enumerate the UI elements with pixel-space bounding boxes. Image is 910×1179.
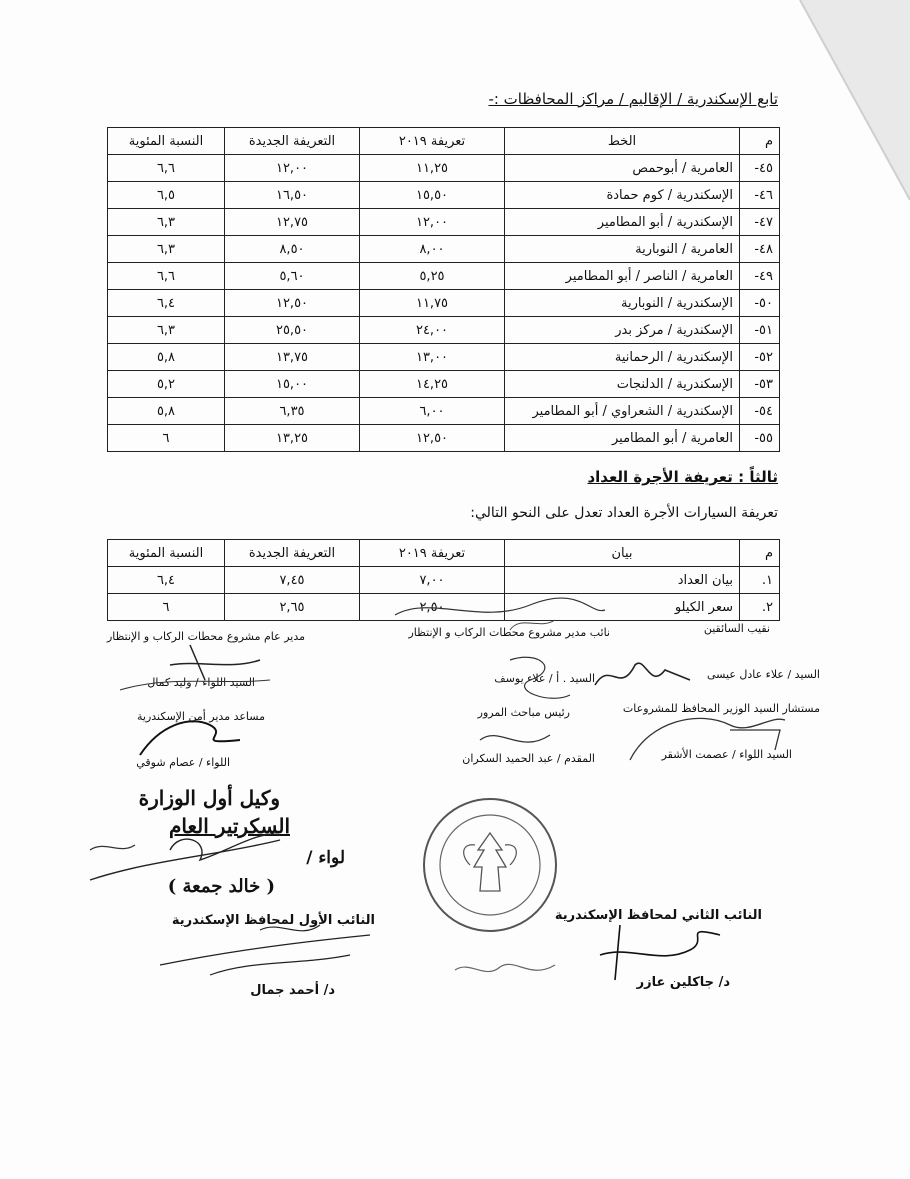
table-cell: ٦,٣٥ — [225, 398, 360, 425]
table-cell: ٦ — [108, 425, 225, 452]
table-cell: ٦,٠٠ — [360, 398, 505, 425]
signatory-name: السيد . أ / علاء يوسف — [494, 672, 595, 685]
signature-scribble — [590, 915, 740, 990]
column-header: النسبة المئوية — [108, 128, 225, 155]
table-cell: ١. — [740, 567, 780, 594]
table-cell: الإسكندرية / مركز بدر — [505, 317, 740, 344]
handwritten-number — [450, 955, 560, 985]
signatory-title: مساعد مدير أمن الإسكندرية — [137, 710, 265, 723]
table-cell: ٢٥,٥٠ — [225, 317, 360, 344]
table-row — [108, 344, 780, 371]
table-cell: ١٦,٥٠ — [225, 182, 360, 209]
table-cell: ١٣,٠٠ — [360, 344, 505, 371]
table-cell: الإسكندرية / الدلنجات — [505, 371, 740, 398]
governorate-seal-stamp — [420, 795, 560, 935]
table-cell: ٧,٠٠ — [360, 567, 505, 594]
undersecretary-title: وكيل أول الوزارة — [138, 786, 280, 810]
signature-scribble — [80, 810, 290, 890]
table-cell: ١١,٧٥ — [360, 290, 505, 317]
table-cell: ٥٤- — [740, 398, 780, 425]
second-deputy-title: النائب الثاني لمحافظ الإسكندرية — [554, 908, 762, 923]
table-cell: الإسكندرية / الشعراوي / أبو المطامير — [505, 398, 740, 425]
column-header: بيان — [505, 540, 740, 567]
page-curl-corner — [790, 0, 910, 200]
table-cell: ٦,٦ — [108, 263, 225, 290]
table-cell: ٥٢- — [740, 344, 780, 371]
table-cell: ٥٣- — [740, 371, 780, 398]
table-cell: ٦,٣ — [108, 317, 225, 344]
signatory-title: مستشار السيد الوزير المحافظ للمشروعات — [622, 702, 820, 715]
signatory-name: السيد اللواء / عصمت الأشقر — [661, 748, 792, 761]
signature-scribble — [470, 720, 560, 760]
table-cell: ١٢,٥٠ — [225, 290, 360, 317]
table-cell: ٥١- — [740, 317, 780, 344]
table-cell: ٤٨- — [740, 236, 780, 263]
secretary-general-title: السكرتير العام — [169, 814, 290, 838]
signatory-title: نقيب السائقين — [703, 622, 770, 635]
table-cell: ٦,٣ — [108, 236, 225, 263]
rank-label: لواء / — [306, 848, 345, 868]
table-cell: ٥,٢ — [108, 371, 225, 398]
column-header: الخط — [505, 128, 740, 155]
table-cell: ٥٠- — [740, 290, 780, 317]
undersecretary-name: ( خالد جمعة ) — [167, 876, 275, 897]
signature-scribble — [130, 705, 250, 765]
table-cell: الإسكندرية / أبو المطامير — [505, 209, 740, 236]
table-cell: ٦ — [108, 594, 225, 621]
column-header: م — [740, 128, 780, 155]
first-deputy-title: النائب الأول لمحافظ الإسكندرية — [171, 913, 375, 928]
table-cell: سعر الكيلو — [505, 594, 740, 621]
table-cell: ٢,٦٥ — [225, 594, 360, 621]
table-cell: ١٥,٥٠ — [360, 182, 505, 209]
signatory-name: السيد اللواء / وليد كمال — [147, 676, 255, 689]
signatory-title: مدير عام مشروع محطات الركاب و الإنتظار — [106, 630, 305, 643]
table-cell: ٢. — [740, 594, 780, 621]
signature-scribble — [150, 915, 380, 980]
first-deputy-name: د/ أحمد جمال — [250, 983, 335, 998]
table-cell: ٤٩- — [740, 263, 780, 290]
table-cell: ٤٥- — [740, 155, 780, 182]
signatory-title: نائب مدير مشروع محطات الركاب و الإنتظار — [408, 626, 610, 639]
table-cell: ١١,٢٥ — [360, 155, 505, 182]
table-row — [108, 290, 780, 317]
table-row — [108, 371, 780, 398]
table-header-row — [108, 540, 780, 567]
table-cell: الإسكندرية / النوبارية — [505, 290, 740, 317]
column-header: م — [740, 540, 780, 567]
table-cell: العامرية / الناصر / أبو المطامير — [505, 263, 740, 290]
table-cell: ٤٦- — [740, 182, 780, 209]
table-row — [108, 263, 780, 290]
column-header: التعريفة الجديدة — [225, 540, 360, 567]
column-header: النسبة المئوية — [108, 540, 225, 567]
column-header: التعريفة الجديدة — [225, 128, 360, 155]
second-deputy-name: د/ جاكلين عازر — [636, 975, 730, 990]
table-cell: الإسكندرية / الرحمانية — [505, 344, 740, 371]
signature-scribble — [110, 640, 280, 700]
table-cell: ٦,٣ — [108, 209, 225, 236]
table-cell: ٦,٦ — [108, 155, 225, 182]
signatory-title: رئيس مباحث المرور — [477, 706, 570, 719]
table-cell: ٨,٠٠ — [360, 236, 505, 263]
table-cell: ٥,٨ — [108, 398, 225, 425]
table-cell: الإسكندرية / كوم حمادة — [505, 182, 740, 209]
signatory-name: اللواء / عصام شوقي — [136, 756, 230, 769]
table-cell: بيان العداد — [505, 567, 740, 594]
table-cell: ٥,٨ — [108, 344, 225, 371]
table-row — [108, 155, 780, 182]
table-cell: العامرية / النوبارية — [505, 236, 740, 263]
table-cell: ١٢,٥٠ — [360, 425, 505, 452]
route-fares-table — [107, 127, 780, 452]
signatory-name: المقدم / عبد الحميد السكران — [462, 752, 595, 765]
table-cell: ١٣,٧٥ — [225, 344, 360, 371]
table-cell: ٥٥- — [740, 425, 780, 452]
table-cell: ٥,٢٥ — [360, 263, 505, 290]
section-intro: تعريفة السيارات الأجرة العداد تعدل على النحو التالي: — [470, 505, 778, 521]
signatory-name: السيد / علاء عادل عيسى — [707, 668, 820, 681]
table-cell: ٧,٤٥ — [225, 567, 360, 594]
table-row — [108, 398, 780, 425]
column-header: تعريفة ٢٠١٩ — [360, 128, 505, 155]
table-cell: العامرية / أبو المطامير — [505, 425, 740, 452]
table-row — [108, 425, 780, 452]
table-row — [108, 317, 780, 344]
table-cell: ٢٤,٠٠ — [360, 317, 505, 344]
table-cell: العامرية / أبوحمص — [505, 155, 740, 182]
signature-scribble — [390, 585, 610, 635]
signature-scribble — [610, 700, 790, 770]
signature-scribble — [500, 650, 580, 710]
table-cell: ٦,٤ — [108, 567, 225, 594]
table-row — [108, 209, 780, 236]
table-row — [108, 182, 780, 209]
table-cell: ١٥,٠٠ — [225, 371, 360, 398]
section-title: ثالثاً : تعريفة الأجرة العداد — [587, 468, 778, 486]
table-cell: ٤٧- — [740, 209, 780, 236]
table-cell: ١٤,٢٥ — [360, 371, 505, 398]
table-cell: ٦,٤ — [108, 290, 225, 317]
table-cell: ٨,٥٠ — [225, 236, 360, 263]
table-cell: ١٢,٠٠ — [360, 209, 505, 236]
table-cell: ١٢,٧٥ — [225, 209, 360, 236]
table-cell: ١٢,٠٠ — [225, 155, 360, 182]
continuation-heading: تابع الإسكندرية / الإقاليم / مراكز المحافظات :- — [488, 90, 778, 108]
table-cell: ٦,٥ — [108, 182, 225, 209]
table-header-row — [108, 128, 780, 155]
signature-scribble — [590, 650, 700, 700]
table-cell: ٢,٥٠ — [360, 594, 505, 621]
table-cell: ١٣,٢٥ — [225, 425, 360, 452]
column-header: تعريفة ٢٠١٩ — [360, 540, 505, 567]
table-cell: ٥,٦٠ — [225, 263, 360, 290]
table-row — [108, 236, 780, 263]
